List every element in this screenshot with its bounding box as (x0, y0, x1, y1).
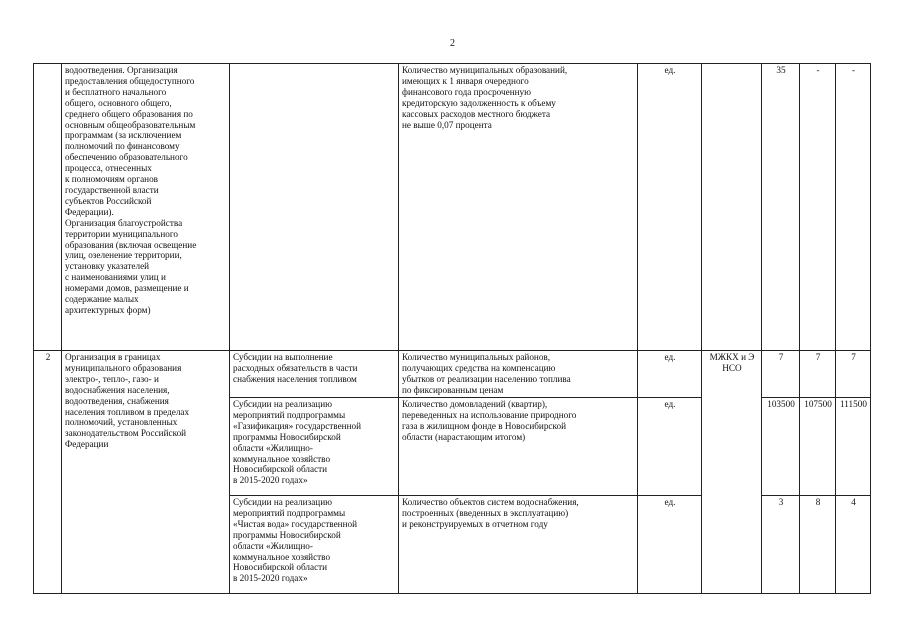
text-line: содержание малых (65, 294, 139, 305)
text-line: Новосибирской области (233, 464, 328, 475)
text-line: субъектов Российской (65, 195, 152, 206)
value-cell: 7 (836, 351, 871, 398)
text-line: области «Жилищно- (233, 540, 313, 551)
text-line: Федерации). (65, 206, 114, 217)
text-line: Новосибирской области (233, 562, 328, 573)
text-line: Количество домовладений (квартир), (402, 399, 548, 409)
text-line: законодательством Российской (65, 428, 187, 439)
value-cell: 4 (836, 496, 871, 594)
text-line: образования (включая освещение (65, 239, 197, 250)
value-cell: 107500 (800, 398, 836, 496)
text-line: мероприятий подпрограммы (233, 507, 346, 518)
text-line: не выше 0,07 процента (402, 119, 492, 130)
text-line: Субсидии на реализацию (233, 497, 332, 507)
text-line: НСО (722, 362, 742, 373)
text-line: коммунальное хозяйство (233, 453, 331, 464)
value-cell: - (836, 64, 871, 351)
text-line: газа в жилищном фонде в Новосибирской (402, 420, 567, 431)
indicator-cell (399, 496, 638, 594)
unit-cell: ед. (638, 496, 702, 594)
text-line: процесса, отнесенных (65, 163, 152, 174)
indicator-cell (399, 351, 638, 398)
row-number-cell: 2 (34, 351, 62, 594)
text-line: снабжения населения топливом (233, 373, 357, 384)
text-line: обеспечению образовательного (65, 152, 188, 163)
text-line: области «Жилищно- (233, 442, 313, 453)
text-line: в 2015-2020 годах» (233, 475, 308, 486)
text-line: «Газификация» государственной (233, 420, 361, 431)
text-line: полномочий, установленных (65, 417, 178, 428)
text-line: коммунальное хозяйство (233, 551, 331, 562)
text-line: к полномочиям органов (65, 174, 158, 185)
subsidy-cell (230, 398, 399, 496)
text-line: среднего общего образования по (65, 108, 193, 119)
text-line: территории муниципального (65, 228, 178, 239)
text-line: водоотведения. Организация (65, 65, 178, 75)
text-line: полномочий по финансовому (65, 141, 180, 152)
text-line: программам (за исключением (65, 130, 182, 141)
value-cell: 7 (762, 351, 800, 398)
text-line: основным общеобразовательным (65, 119, 196, 130)
text-line: по фиксированным ценам (402, 384, 504, 395)
text-line: водоснабжения населения, (65, 384, 170, 395)
text-line: МЖКХ и Э (709, 352, 755, 362)
value-cell: 111500 (836, 398, 871, 496)
text-line: «Чистая вода» государственной (233, 518, 358, 529)
text-line: и бесплатного начального (65, 86, 167, 97)
municipal-indicators-table (33, 63, 871, 594)
text-line: электро-, тепло-, газо- и (65, 373, 159, 384)
value-cell: 35 (762, 64, 800, 351)
text-line: области (нарастающим итогом) (402, 431, 526, 442)
text-line: кредиторскую задолженность к объему (402, 97, 556, 108)
unit-cell: ед. (638, 351, 702, 398)
table-row (34, 64, 871, 351)
text-line: Количество муниципальных районов, (402, 352, 551, 362)
text-line: переведенных на использование природного (402, 409, 577, 420)
text-line: Количество муниципальных образований, (402, 65, 568, 75)
task-cell (62, 64, 230, 351)
executor-cell (702, 496, 762, 594)
row-number-cell (34, 64, 62, 351)
text-line: населения топливом в пределах (65, 406, 190, 417)
text-line: номерами домов, размещение и (65, 283, 189, 294)
executor-cell (702, 398, 762, 496)
text-line: Организация благоустройства (65, 217, 183, 228)
text-line: улиц, озеленение территории, (65, 250, 182, 261)
text-line: архитектурных форм) (65, 304, 151, 315)
text-line: кассовых расходов местного бюджета (402, 108, 551, 119)
text-line: муниципального образования (65, 362, 182, 373)
indicator-cell (399, 64, 638, 351)
value-cell: 7 (800, 351, 836, 398)
value-cell: - (800, 64, 836, 351)
text-line: Количество объектов систем водоснабжения, (402, 497, 579, 507)
text-line: с наименованиями улиц и (65, 272, 166, 283)
subsidy-cell (230, 351, 399, 398)
text-line: Субсидии на реализацию (233, 399, 332, 409)
text-line: водоотведения, снабжения (65, 395, 169, 406)
text-line: предоставления общедоступного (65, 75, 195, 86)
task-cell (62, 351, 230, 594)
unit-cell: ед. (638, 398, 702, 496)
text-line: построенных (введенных в эксплуатацию) (402, 507, 569, 518)
text-line: государственной власти (65, 184, 159, 195)
executor-cell (702, 351, 762, 398)
value-cell: 8 (800, 496, 836, 594)
text-line: и реконструируемых в отчетном году (402, 518, 548, 529)
subsidy-cell (230, 64, 399, 351)
text-line: Федерации (65, 439, 109, 450)
text-line: финансового года просроченную (402, 86, 532, 97)
subsidy-cell (230, 496, 399, 594)
text-line: имеющих к 1 января очередного (402, 75, 529, 86)
unit-cell: ед. (638, 64, 702, 351)
text-line: получающих средства на компенсацию (402, 362, 556, 373)
text-line: Субсидии на выполнение (233, 352, 333, 362)
value-cell: 103500 (762, 398, 800, 496)
page-number: 2 (450, 38, 455, 49)
text-line: общего, основного общего, (65, 97, 172, 108)
executor-cell (702, 64, 762, 351)
text-line: в 2015-2020 годах» (233, 573, 308, 584)
indicator-cell (399, 398, 638, 496)
text-line: программы Новосибирской (233, 529, 341, 540)
text-line: установку указателей (65, 261, 150, 272)
text-line: мероприятий подпрограммы (233, 409, 346, 420)
table-row (34, 351, 871, 398)
value-cell: 3 (762, 496, 800, 594)
text-line: программы Новосибирской (233, 431, 341, 442)
text-line: Организация в границах (65, 352, 161, 362)
text-line: расходных обязательств в части (233, 362, 358, 373)
text-line: убытков от реализации населению топлива (402, 373, 571, 384)
